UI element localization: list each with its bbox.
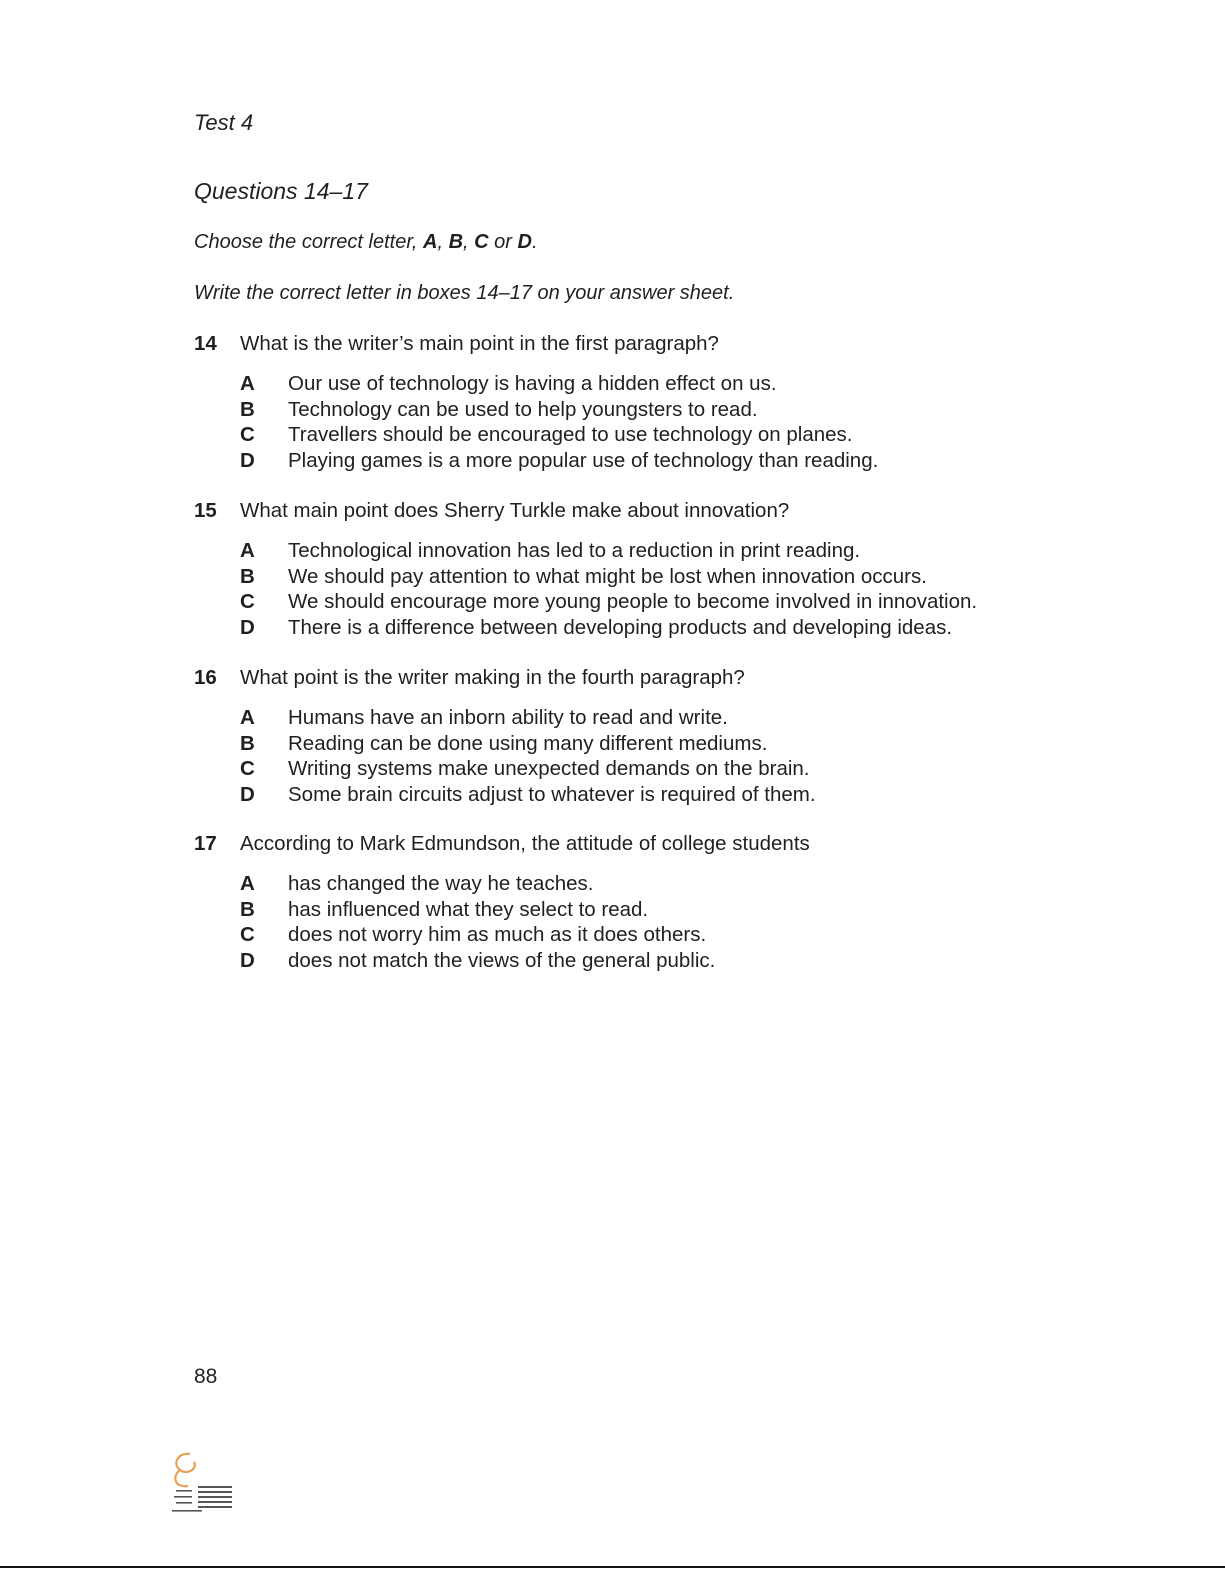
section-title: Questions 14–17 [194, 178, 368, 204]
question-15 [194, 498, 1094, 641]
question-text: What point is the writer making in the fourth paragraph? [240, 666, 745, 689]
option-letter: B [240, 897, 255, 921]
option-text: Reading can be done using many different mediums. [288, 731, 768, 755]
question-text: According to Mark Edmundson, the attitude of college students [240, 832, 810, 855]
question-number: 17 [194, 832, 217, 855]
instruction-letter-c: C [474, 231, 489, 253]
question-text: What is the writer’s main point in the first paragraph? [240, 332, 719, 355]
option-letter: D [240, 616, 255, 640]
option-letter: D [240, 449, 255, 473]
running-title: Test 4 [194, 110, 254, 135]
option-b [240, 731, 1094, 757]
option-letter: C [240, 923, 255, 947]
option-text: has influenced what they select to read. [288, 897, 649, 921]
option-text: Writing systems make unexpected demands on the brain. [288, 757, 810, 781]
option-letter: D [240, 783, 255, 807]
option-text: Some brain circuits adjust to whatever is required of them. [288, 783, 816, 807]
question-stem [194, 831, 1094, 857]
option-text: Travellers should be encouraged to use technology on planes. [288, 423, 853, 447]
option-text: has changed the way he teaches. [288, 872, 594, 895]
answer-options [240, 705, 1094, 808]
option-c [240, 422, 1094, 448]
option-letter: B [240, 397, 255, 421]
option-c [240, 589, 1094, 615]
option-d [240, 615, 1094, 641]
question-number: 16 [194, 666, 217, 689]
publisher-logo-icon [168, 1450, 238, 1528]
question-text: What main point does Sherry Turkle make about innovation? [240, 499, 790, 522]
option-letter: D [240, 949, 255, 973]
question-stem [194, 498, 1094, 524]
option-letter: A [240, 372, 255, 395]
option-letter: A [240, 539, 255, 562]
option-d [240, 448, 1094, 474]
instruction-choose-letter [194, 231, 538, 254]
option-letter: B [240, 731, 255, 755]
option-text: Our use of technology is having a hidden effect on us. [288, 372, 777, 395]
option-b [240, 897, 1094, 923]
instruction-sep: , [463, 231, 475, 253]
option-a [240, 705, 1094, 731]
option-text: Playing games is a more popular use of technology than reading. [288, 449, 879, 473]
option-text: Humans have an inborn ability to read and write. [288, 706, 728, 729]
question-number: 14 [194, 332, 217, 355]
option-b [240, 397, 1094, 423]
option-d [240, 782, 1094, 808]
question-17 [194, 831, 1094, 974]
option-d [240, 948, 1094, 974]
answer-options [240, 871, 1094, 974]
option-text: Technological innovation has led to a reduction in print reading. [288, 539, 861, 562]
instruction-prefix: Choose the correct letter, [194, 231, 424, 253]
option-a [240, 538, 1094, 564]
option-letter: B [240, 564, 255, 588]
question-14 [194, 331, 1094, 474]
bottom-border-line [0, 1566, 1225, 1568]
option-letter: A [240, 706, 255, 729]
answer-options [240, 538, 1094, 641]
instruction-answer-sheet: Write the correct letter in boxes 14–17 on your answer sheet. [194, 282, 735, 304]
instruction-sep: or [488, 231, 518, 253]
option-letter: C [240, 590, 255, 614]
option-text: We should encourage more young people to become involved in innovation. [288, 590, 978, 614]
option-b [240, 564, 1094, 590]
option-letter: A [240, 872, 255, 895]
instruction-letter-d: D [517, 231, 532, 253]
option-text: Technology can be used to help youngsters to read. [288, 397, 758, 421]
instruction-suffix: . [531, 231, 538, 253]
option-a [240, 371, 1094, 397]
question-stem [194, 665, 1094, 691]
instruction-letter-a: A [423, 231, 438, 253]
option-letter: C [240, 757, 255, 781]
instruction-letter-b: B [448, 231, 464, 253]
option-c [240, 756, 1094, 782]
option-letter: C [240, 423, 255, 447]
page-number: 88 [194, 1365, 218, 1388]
option-c [240, 922, 1094, 948]
option-text: We should pay attention to what might be lost when innovation occurs. [288, 564, 927, 588]
option-a [240, 871, 1094, 897]
question-16 [194, 665, 1094, 808]
instruction-sep: , [437, 231, 449, 253]
option-text: There is a difference between developing products and developing ideas. [288, 616, 953, 640]
option-text: does not worry him as much as it does others. [288, 923, 707, 947]
option-text: does not match the views of the general public. [288, 949, 716, 973]
question-number: 15 [194, 499, 217, 522]
question-stem [194, 331, 1094, 357]
answer-options [240, 371, 1094, 474]
